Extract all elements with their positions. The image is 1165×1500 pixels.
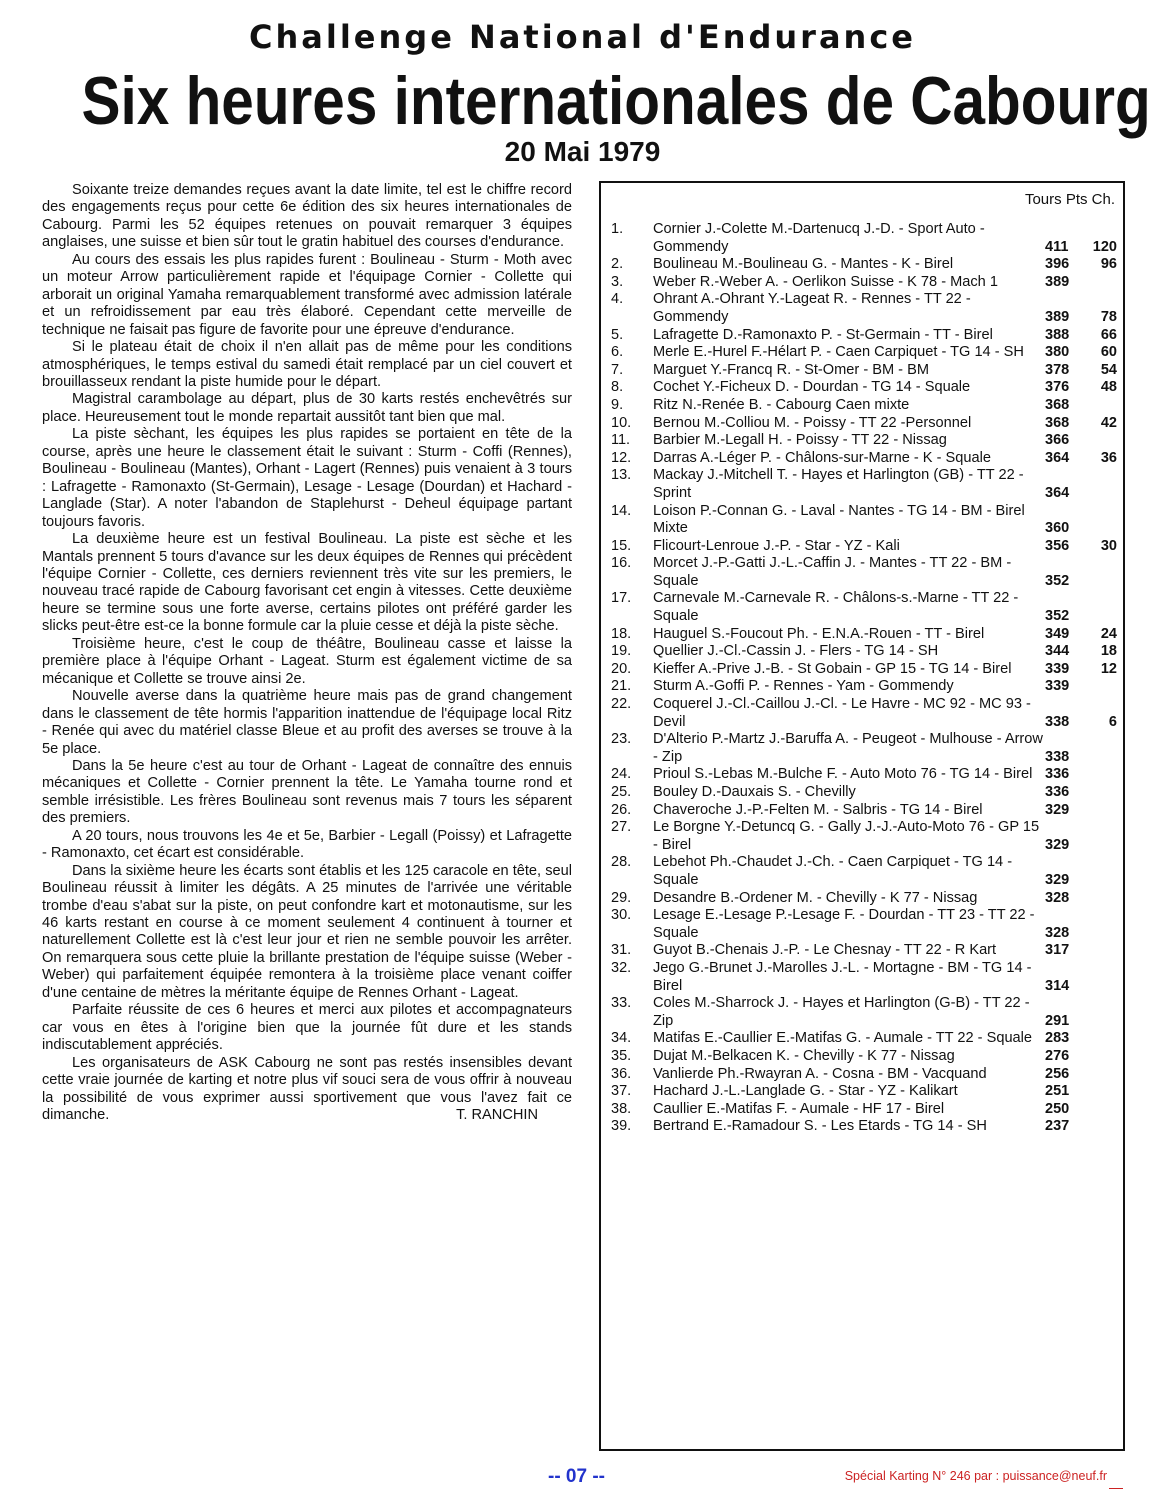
results-header: Tours Pts Ch.	[1024, 191, 1115, 208]
result-tours: 352	[1045, 608, 1070, 625]
result-team: Sturm A.-Goffi P. - Rennes - Yam - Gommendy	[653, 678, 954, 695]
result-rank: 19.	[611, 643, 632, 660]
event-date: 20 Mai 1979	[504, 136, 661, 167]
result-row	[611, 784, 1121, 802]
result-points: 6	[1108, 713, 1117, 730]
result-team: Boulineau M.-Boulineau G. - Mantes - K - Birel	[653, 256, 954, 273]
result-tours: 378	[1045, 361, 1070, 378]
result-tours: 389	[1045, 308, 1070, 325]
result-row	[611, 538, 1121, 556]
result-row	[611, 379, 1121, 397]
page-title: Six heures internationales de Cabourg	[81, 63, 1151, 139]
result-tours: 237	[1045, 1118, 1070, 1135]
result-rank: 18.	[611, 625, 632, 642]
result-team: Darras A.-Léger P. - Châlons-sur-Marne - K - Squale	[653, 449, 991, 466]
result-rank: 22.	[611, 696, 632, 713]
article-paragraph: Si le plateau était de choix il n'en allait pas de même pour les conditions atmosphériques, le temps estival du samedi était remplacé par un ciel couvert et brouillasseux rendant la piste humide pour le départ.	[42, 339, 572, 390]
result-row	[611, 1118, 1121, 1136]
result-row	[611, 819, 1121, 854]
result-tours: 338	[1045, 748, 1070, 765]
result-rank: 31.	[611, 942, 632, 959]
result-rank: 10.	[611, 414, 632, 431]
result-team: Bernou M.-Colliou M. - Poissy - TT 22 -Personnel	[653, 414, 972, 431]
result-row	[611, 626, 1121, 644]
result-row	[611, 291, 1121, 326]
result-row	[611, 1083, 1121, 1101]
article-paragraph: Soixante treize demandes reçues avant la date limite, tel est le chiffre record des engagements reçus pour cette 6e édition des six heures internationales de Cabourg. Parmi les 52 équipes retenues on pouvait remarquer 3 équipes anglaises, une suisse et bien sûr tout le gratin habituel des courses d'endurance.	[42, 182, 572, 251]
article-paragraph: Dans la sixième heure les écarts sont établis et les 125 caracole en tête, seul Boulineau réussit à limiter les dégâts. A 25 minutes de l'arrivée une véritable trombe d'eau s'abat sur la piste, on peut confondre kart et motonautisme, sur les 46 karts restant en course à ce moment seulement 4 continuent à tourner et naturellement Collette est là c'est leur jour et rien ne semble pouvoir les arrêter. On remarquera sous cette pluie la brillante prestation de l'équipe suisse (Weber - Weber) qui parfaitement équipée remontera à la troisième place venant coiffer d'une centaine de mètres la méritante équipe de Rennes Orhant - Lageat.	[42, 862, 572, 1001]
result-tours: 314	[1045, 977, 1070, 994]
footer-underline	[1109, 1488, 1123, 1489]
result-points: 60	[1100, 344, 1117, 361]
result-row	[611, 344, 1121, 362]
result-rank: 11.	[611, 432, 631, 449]
result-team: Quellier J.-Cl.-Cassin J. - Flers - TG 14 - SH	[653, 643, 939, 660]
result-team: Hauguel S.-Foucout Ph. - E.N.A.-Rouen - TT - Birel	[653, 625, 985, 642]
article-paragraph: Au cours des essais les plus rapides furent : Boulineau - Sturm - Moth avec un moteur Arrow particulièrement rapide et l'équipage Cornier - Collette qui arborait un original Yamaha remarquablement transformé avec admission latérale et un refroidissement par eau très élaboré. Cependant cette merveille de technique ne faisait pas figure de favorite pour une épreuve d'endurance.	[42, 251, 572, 338]
result-points: 30	[1100, 537, 1117, 554]
result-row	[611, 1101, 1121, 1119]
result-tours: 336	[1045, 784, 1070, 800]
result-points: 78	[1100, 308, 1117, 325]
result-row	[611, 678, 1121, 696]
result-row	[611, 960, 1121, 995]
result-tours: 329	[1045, 836, 1070, 853]
result-rank: 12.	[611, 449, 632, 466]
result-team: Flicourt-Lenroue J.-P. - Star - YZ - Kali	[653, 537, 900, 554]
result-team: Lebehot Ph.-Chaudet J.-Ch. - Caen Carpiquet - TG 14 - Squale	[653, 854, 1013, 888]
result-rank: 4.	[611, 291, 624, 308]
result-row	[611, 221, 1121, 256]
result-team: Matifas E.-Caullier E.-Matifas G. - Aumale - TT 22 - Squale	[653, 1030, 1033, 1047]
article-paragraph: Magistral carambolage au départ, plus de 30 karts restés enchevêtrés sur place. Heureusement tout le monde repartait aussitôt tant bien que mal.	[42, 391, 572, 425]
result-row	[611, 256, 1121, 274]
result-points: 120	[1092, 238, 1117, 255]
result-points: 54	[1100, 361, 1117, 378]
result-rank: 32.	[611, 959, 632, 976]
result-tours: 364	[1045, 449, 1070, 466]
result-team: Prioul S.-Lebas M.-Bulche F. - Auto Moto 76 - TG 14 - Birel	[653, 766, 1033, 783]
result-row	[611, 397, 1121, 415]
result-row	[611, 450, 1121, 468]
result-points: 66	[1100, 326, 1117, 343]
result-rank: 15.	[611, 537, 632, 554]
series-heading: Challenge National d'Endurance	[249, 18, 916, 56]
result-tours: 250	[1045, 1100, 1070, 1117]
result-rank: 30.	[611, 907, 632, 924]
result-tours: 352	[1045, 572, 1070, 589]
result-row	[611, 467, 1121, 502]
result-rank: 20.	[611, 660, 632, 677]
results-box	[599, 181, 1125, 1451]
result-tours: 364	[1045, 484, 1070, 501]
result-team: Loison P.-Connan G. - Laval - Nantes - TG 14 - BM - Birel Mixte	[653, 502, 1025, 537]
result-tours: 396	[1045, 256, 1070, 273]
result-team: Vanlierde Ph.-Rwayran A. - Cosna - BM - Vacquand	[653, 1065, 987, 1082]
result-points: 12	[1100, 660, 1117, 677]
result-row	[611, 432, 1121, 450]
article-paragraph: Parfaite réussite de ces 6 heures et merci aux pilotes et accompagnateurs car vous en êtes à l'origine bien que la journée fût dure et les stands indiscutablement appréciés.	[42, 1002, 572, 1054]
article-signature: T. RANCHIN	[456, 1107, 538, 1124]
result-team: D'Alterio P.-Martz J.-Baruffa A. - Peugeot - Mulhouse - Arrow - Zip	[653, 731, 1043, 765]
result-row	[611, 362, 1121, 380]
result-row	[611, 890, 1121, 908]
result-points: 42	[1100, 414, 1117, 431]
result-row	[611, 1066, 1121, 1084]
result-team: Chaveroche J.-P.-Felten M. - Salbris - TG 14 - Birel	[653, 801, 983, 818]
result-row	[611, 415, 1121, 433]
result-team: Cochet Y.-Ficheux D. - Dourdan - TG 14 - Squale	[653, 379, 971, 396]
result-team: Jego G.-Brunet J.-Marolles J.-L. - Mortagne - BM - TG 14 - Birel	[653, 959, 1032, 994]
result-points: 24	[1100, 625, 1117, 642]
article-paragraph: A 20 tours, nous trouvons les 4e et 5e, Barbier - Legall (Poissy) et Lafragette - Ramonaxto, cet écart est considérable.	[42, 827, 572, 862]
result-tours: 251	[1045, 1083, 1070, 1100]
article-paragraph: La piste sèchant, les équipes les plus rapides se portaient en tête de la course, après une heure le classement était le suivant : Sturm - Coffi (Rennes), Boulineau - Boulineau (Mantes), Orhant - Lagert (Rennes) puis venaient à 3 tours : Lafragette - Ramonaxto (St-Germain), Lesage - Lesage (Dourdan) et Hachard - Langlade (Star). A noter l'abandon de Staplehurst - Deheul équipage partant toujours favoris.	[42, 426, 572, 530]
result-tours: 388	[1045, 326, 1070, 343]
result-tours: 256	[1045, 1065, 1070, 1082]
result-team: Caullier E.-Matifas F. - Aumale - HF 17 - Birel	[653, 1100, 945, 1117]
result-points: 96	[1100, 256, 1117, 273]
result-rank: 7.	[611, 361, 624, 378]
result-team: Ritz N.-Renée B. - Cabourg Caen mixte	[653, 396, 910, 413]
result-row	[611, 555, 1121, 590]
results-list	[611, 221, 1121, 1136]
result-tours: 368	[1045, 414, 1070, 431]
page-number: -- 07 --	[548, 1466, 605, 1487]
result-rank: 27.	[611, 819, 632, 836]
result-rank: 35.	[611, 1047, 632, 1064]
result-tours: 366	[1045, 432, 1070, 449]
result-tours: 291	[1045, 1012, 1070, 1029]
result-tours: 344	[1045, 643, 1070, 660]
result-team: Weber R.-Weber A. - Oerlikon Suisse - K 78 - Mach 1	[653, 273, 998, 290]
article-paragraph: Troisième heure, c'est le coup de théâtre, Boulineau casse et laisse la première place à l'équipe Orhant - Lageat. Sturm est également victime de sa mécanique et Collette se trouve ainsi 2e.	[42, 635, 572, 687]
footer-credit: Spécial Karting N° 246 par : puissance@neuf.fr	[844, 1469, 1107, 1483]
result-tours: 328	[1045, 924, 1070, 941]
article-paragraph: Dans la 5e heure c'est au tour de Orhant - Lageat de connaître des ennuis mécaniques et Collette - Cornier prennent la tête. Le Yamaha tourne rond et semble irrésistible. Les frères Boulineau sont revenus mais 7 tours les séparent des premiers.	[42, 757, 572, 827]
result-rank: 5.	[611, 326, 624, 343]
result-team: Lafragette D.-Ramonaxto P. - St-Germain - TT - Birel	[653, 326, 993, 343]
result-row	[611, 802, 1121, 820]
result-row	[611, 854, 1121, 889]
result-team: Carnevale M.-Carnevale R. - Châlons-s.-Marne - TT 22 - Squale	[653, 590, 1019, 625]
result-team: Barbier M.-Legall H. - Poissy - TT 22 - Nissag	[653, 432, 947, 449]
result-tours: 283	[1045, 1030, 1070, 1047]
result-tours: 329	[1045, 801, 1070, 818]
result-row	[611, 907, 1121, 942]
result-team: Marguet Y.-Francq R. - St-Omer - BM - BM	[653, 361, 929, 378]
result-rank: 36.	[611, 1065, 632, 1082]
result-rank: 37.	[611, 1083, 632, 1100]
result-tours: 411	[1045, 238, 1069, 255]
result-tours: 360	[1045, 520, 1070, 537]
result-tours: 380	[1045, 344, 1070, 361]
result-tours: 276	[1045, 1047, 1070, 1064]
result-points: 48	[1100, 379, 1117, 396]
result-row	[611, 766, 1121, 784]
result-rank: 24.	[611, 766, 632, 783]
article-paragraph: Les organisateurs de ASK Cabourg ne sont pas restés insensibles devant cette vraie journée de karting et notre plus vif souci sera de vous offrir à nouveau la possibilité de vous exprimer aussi sportivement que vous l'avez fait ce dimanche.	[42, 1054, 572, 1124]
result-rank: 39.	[611, 1118, 632, 1135]
result-team: Kieffer A.-Prive J.-B. - St Gobain - GP 15 - TG 14 - Birel	[653, 660, 1012, 677]
result-team: Morcet J.-P.-Gatti J.-L.-Caffin J. - Mantes - TT 22 - BM - Squale	[653, 555, 1012, 589]
result-rank: 14.	[611, 502, 632, 519]
result-row	[611, 731, 1121, 766]
result-points: 36	[1100, 449, 1117, 466]
result-rank: 38.	[611, 1100, 632, 1117]
result-tours: 339	[1045, 678, 1070, 695]
result-rank: 9.	[611, 396, 624, 413]
result-rank: 2.	[611, 256, 624, 273]
result-rank: 26.	[611, 801, 632, 818]
result-team: Merle E.-Hurel F.-Hélart P. - Caen Carpiquet - TG 14 - SH	[653, 344, 1024, 361]
result-team: Lesage E.-Lesage P.-Lesage F. - Dourdan - TT 23 - TT 22 - Squale	[653, 907, 1035, 941]
result-team: Guyot B.-Chenais J.-P. - Le Chesnay - TT 22 - R Kart	[653, 942, 997, 959]
result-team: Ohrant A.-Ohrant Y.-Lageat R. - Rennes - TT 22 - Gommendy	[653, 291, 971, 325]
result-row	[611, 503, 1121, 538]
article-paragraph: Nouvelle averse dans la quatrième heure mais pas de grand changement dans le classement de tête hormis l'apparition inattendue de l'équipage local Ritz - Renée qui avec du matériel classe Bleue et au profit des averses se trouve à la 5e place.	[42, 688, 572, 757]
result-points: 18	[1100, 643, 1117, 660]
result-tours: 376	[1045, 379, 1070, 396]
result-team: Coquerel J.-Cl.-Caillou J.-Cl. - Le Havre - MC 92 - MC 93 - Devil	[653, 696, 1031, 730]
result-team: Desandre B.-Ordener M. - Chevilly - K 77 - Nissag	[653, 889, 978, 906]
result-tours: 338	[1045, 713, 1070, 730]
result-rank: 33.	[611, 995, 632, 1012]
result-row	[611, 274, 1121, 292]
result-team: Dujat M.-Belkacen K. - Chevilly - K 77 - Nissag	[653, 1047, 955, 1064]
result-team: Mackay J.-Mitchell T. - Hayes et Harlington (GB) - TT 22 - Sprint	[653, 467, 1024, 501]
result-rank: 21.	[611, 678, 632, 695]
result-tours: 339	[1045, 660, 1070, 677]
result-rank: 1.	[611, 221, 624, 237]
result-row	[611, 995, 1121, 1030]
result-rank: 29.	[611, 889, 632, 906]
result-rank: 23.	[611, 731, 632, 748]
article-paragraph: La deuxième heure est un festival Boulineau. La piste est sèche et les Mantals prennent 5 tours d'avance sur les deux équipes de Rennes qui précèdent l'équipe Cornier - Collette, ces derniers reviennent très vite sur les premiers, le nouveau tracé rapide de Cabourg favorisant cet engin à vitesses. Cette deuxième heure se termine sous une forte averse, certains pilotes ont préféré garder les slicks peut-être est-ce la bonne formule car la pluie cesse et déjà la piste sèche.	[42, 531, 572, 635]
result-rank: 16.	[611, 555, 632, 572]
result-team: Hachard J.-L.-Langlade G. - Star - YZ - Kalikart	[653, 1083, 958, 1100]
result-rank: 17.	[611, 590, 632, 607]
result-team: Bertrand E.-Ramadour S. - Les Etards - TG 14 - SH	[653, 1118, 987, 1135]
result-tours: 356	[1045, 537, 1070, 554]
result-row	[611, 1048, 1121, 1066]
result-tours: 328	[1045, 889, 1070, 906]
result-team: Cornier J.-Colette M.-Dartenucq J.-D. - Sport Auto - Gommendy	[653, 221, 985, 255]
result-rank: 6.	[611, 344, 624, 361]
result-tours: 329	[1045, 871, 1070, 888]
result-rank: 3.	[611, 273, 624, 290]
result-row	[611, 643, 1121, 661]
result-row	[611, 1030, 1121, 1048]
result-tours: 317	[1045, 942, 1070, 959]
result-team: Bouley D.-Dauxais S. - Chevilly	[653, 784, 856, 800]
result-tours: 336	[1045, 766, 1070, 783]
result-rank: 25.	[611, 784, 632, 800]
result-rank: 34.	[611, 1030, 632, 1047]
result-team: Coles M.-Sharrock J. - Hayes et Harlington (G-B) - TT 22 - Zip	[653, 995, 1030, 1029]
result-team: Le Borgne Y.-Detuncq G. - Gally J.-J.-Auto-Moto 76 - GP 15 - Birel	[653, 819, 1040, 853]
result-row	[611, 590, 1121, 625]
result-row	[611, 327, 1121, 345]
result-tours: 349	[1045, 625, 1070, 642]
result-rank: 13.	[611, 467, 632, 484]
article-body	[42, 182, 572, 1125]
result-row	[611, 942, 1121, 960]
result-tours: 389	[1045, 273, 1070, 290]
result-row	[611, 661, 1121, 679]
result-row	[611, 696, 1121, 731]
result-rank: 28.	[611, 854, 632, 871]
result-tours: 368	[1045, 396, 1070, 413]
result-rank: 8.	[611, 379, 624, 396]
